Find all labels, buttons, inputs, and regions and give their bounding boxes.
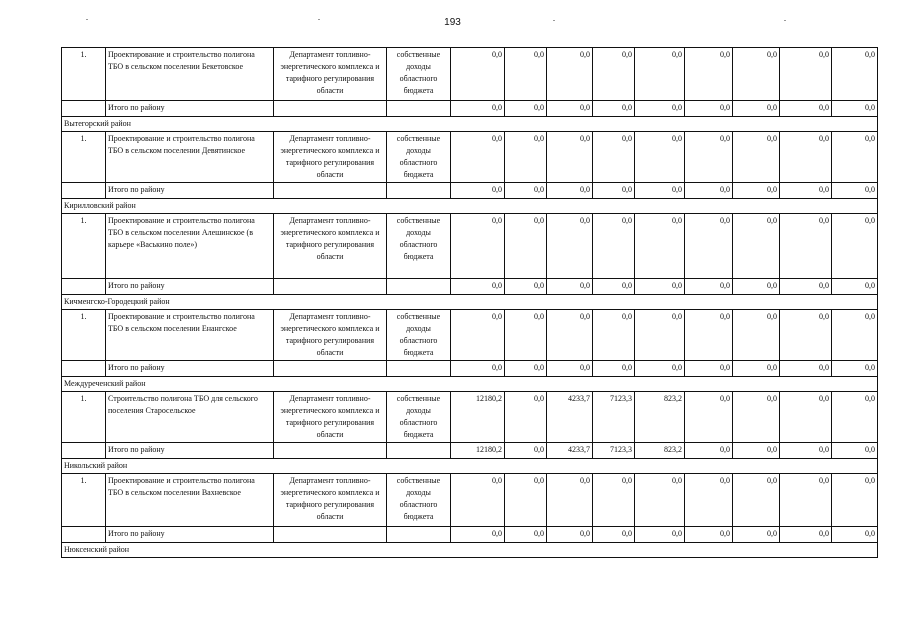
project-name: Проектирование и строительство полигона ТБО в сельском поселении Бекетовское xyxy=(106,48,274,101)
scan-speck xyxy=(784,20,786,21)
district-header-row xyxy=(62,117,878,132)
amount-cell: 0,0 xyxy=(635,214,685,279)
district-header-row xyxy=(62,295,878,310)
row-index-empty xyxy=(62,101,106,117)
amount-cell: 0,0 xyxy=(832,392,878,443)
empty-cell xyxy=(387,361,451,377)
empty-cell xyxy=(274,101,387,117)
total-amount-cell: 0,0 xyxy=(780,101,832,117)
project-name: Проектирование и строительство полигона ТБО в сельском поселении Девятинское xyxy=(106,132,274,183)
total-amount-cell: 0,0 xyxy=(505,361,547,377)
total-amount-cell: 0,0 xyxy=(733,361,780,377)
amount-cell: 823,2 xyxy=(635,392,685,443)
empty-cell xyxy=(274,527,387,543)
total-amount-cell: 0,0 xyxy=(505,183,547,199)
project-row xyxy=(62,132,878,183)
row-index-empty xyxy=(62,527,106,543)
total-amount-cell: 0,0 xyxy=(832,361,878,377)
total-amount-cell: 0,0 xyxy=(635,183,685,199)
district-total-row xyxy=(62,443,878,459)
amount-cell: 0,0 xyxy=(832,48,878,101)
amount-cell: 12180,2 xyxy=(451,392,505,443)
project-row xyxy=(62,392,878,443)
amount-cell: 0,0 xyxy=(685,132,733,183)
amount-cell: 0,0 xyxy=(593,310,635,361)
total-amount-cell: 0,0 xyxy=(635,361,685,377)
total-amount-cell: 0,0 xyxy=(635,279,685,295)
amount-cell: 0,0 xyxy=(832,474,878,527)
total-amount-cell: 0,0 xyxy=(832,443,878,459)
amount-cell: 0,0 xyxy=(505,48,547,101)
amount-cell: 0,0 xyxy=(685,48,733,101)
amount-cell: 0,0 xyxy=(832,310,878,361)
total-amount-cell: 0,0 xyxy=(593,361,635,377)
total-amount-cell: 0,0 xyxy=(733,279,780,295)
total-label: Итого по району xyxy=(106,361,274,377)
amount-cell: 0,0 xyxy=(547,474,593,527)
total-label: Итого по району xyxy=(106,527,274,543)
total-amount-cell: 0,0 xyxy=(505,527,547,543)
amount-cell: 0,0 xyxy=(733,474,780,527)
total-amount-cell: 0,0 xyxy=(780,527,832,543)
row-index: 1. xyxy=(62,310,106,361)
amount-cell: 0,0 xyxy=(780,48,832,101)
row-index: 1. xyxy=(62,392,106,443)
responsible-department: Департамент топливно-энергетического комплекса и тарифного регулирования области xyxy=(274,132,387,183)
total-label: Итого по району xyxy=(106,183,274,199)
total-amount-cell: 0,0 xyxy=(505,101,547,117)
empty-cell xyxy=(274,183,387,199)
district-total-row xyxy=(62,279,878,295)
amount-cell: 0,0 xyxy=(780,310,832,361)
total-amount-cell: 0,0 xyxy=(685,183,733,199)
total-amount-cell: 0,0 xyxy=(593,527,635,543)
total-amount-cell: 0,0 xyxy=(685,279,733,295)
funding-source: собственные доходы областного бюджета xyxy=(387,310,451,361)
total-label: Итого по району xyxy=(106,443,274,459)
scan-speck xyxy=(553,20,555,21)
amount-cell: 0,0 xyxy=(593,132,635,183)
amount-cell: 0,0 xyxy=(733,310,780,361)
project-row xyxy=(62,214,878,279)
amount-cell: 0,0 xyxy=(780,132,832,183)
total-amount-cell: 0,0 xyxy=(451,101,505,117)
total-amount-cell: 0,0 xyxy=(593,279,635,295)
amount-cell: 0,0 xyxy=(685,474,733,527)
row-index-empty xyxy=(62,279,106,295)
total-amount-cell: 0,0 xyxy=(832,279,878,295)
amount-cell: 0,0 xyxy=(635,48,685,101)
amount-cell: 4233,7 xyxy=(547,392,593,443)
total-amount-cell: 0,0 xyxy=(780,183,832,199)
amount-cell: 0,0 xyxy=(547,48,593,101)
amount-cell: 0,0 xyxy=(593,474,635,527)
total-amount-cell: 0,0 xyxy=(780,361,832,377)
total-amount-cell: 0,0 xyxy=(733,527,780,543)
row-index: 1. xyxy=(62,48,106,101)
project-name: Строительство полигона ТБО для сельского поселения Старосельское xyxy=(106,392,274,443)
total-amount-cell: 0,0 xyxy=(451,279,505,295)
empty-cell xyxy=(387,279,451,295)
amount-cell: 7123,3 xyxy=(593,392,635,443)
district-header-row xyxy=(62,377,878,392)
total-amount-cell: 0,0 xyxy=(547,101,593,117)
row-index-empty xyxy=(62,183,106,199)
amount-cell: 0,0 xyxy=(685,392,733,443)
responsible-department: Департамент топливно-энергетического комплекса и тарифного регулирования области xyxy=(274,392,387,443)
row-index-empty xyxy=(62,361,106,377)
amount-cell: 0,0 xyxy=(733,132,780,183)
district-total-row xyxy=(62,101,878,117)
total-amount-cell: 0,0 xyxy=(832,183,878,199)
total-amount-cell: 7123,3 xyxy=(593,443,635,459)
total-amount-cell: 0,0 xyxy=(832,527,878,543)
responsible-department: Департамент топливно-энергетического комплекса и тарифного регулирования области xyxy=(274,48,387,101)
district-header-row xyxy=(62,459,878,474)
amount-cell: 0,0 xyxy=(832,214,878,279)
total-amount-cell: 0,0 xyxy=(733,101,780,117)
total-amount-cell: 0,0 xyxy=(780,279,832,295)
amount-cell: 0,0 xyxy=(505,132,547,183)
total-amount-cell: 0,0 xyxy=(685,527,733,543)
total-amount-cell: 4233,7 xyxy=(547,443,593,459)
page-number: 193 xyxy=(444,17,461,28)
amount-cell: 0,0 xyxy=(635,132,685,183)
total-amount-cell: 0,0 xyxy=(505,279,547,295)
amount-cell: 0,0 xyxy=(733,48,780,101)
total-amount-cell: 0,0 xyxy=(832,101,878,117)
total-amount-cell: 0,0 xyxy=(451,183,505,199)
empty-cell xyxy=(387,183,451,199)
amount-cell: 0,0 xyxy=(685,310,733,361)
amount-cell: 0,0 xyxy=(780,214,832,279)
total-amount-cell: 0,0 xyxy=(547,361,593,377)
amount-cell: 0,0 xyxy=(451,132,505,183)
amount-cell: 0,0 xyxy=(593,48,635,101)
row-index: 1. xyxy=(62,474,106,527)
project-name: Проектирование и строительство полигона ТБО в сельском поселении Алешинское (в карьере «Васькино поле») xyxy=(106,214,274,279)
district-name: Вытегорский район xyxy=(62,117,878,132)
amount-cell: 0,0 xyxy=(635,474,685,527)
empty-cell xyxy=(274,361,387,377)
total-amount-cell: 0,0 xyxy=(451,527,505,543)
project-name: Проектирование и строительство полигона ТБО в сельском поселении Вахневское xyxy=(106,474,274,527)
empty-cell xyxy=(387,527,451,543)
funding-source: собственные доходы областного бюджета xyxy=(387,214,451,279)
amount-cell: 0,0 xyxy=(780,474,832,527)
amount-cell: 0,0 xyxy=(505,392,547,443)
district-header-row xyxy=(62,543,878,558)
amount-cell: 0,0 xyxy=(505,214,547,279)
district-name: Кичменгско-Городецкий район xyxy=(62,295,878,310)
project-row xyxy=(62,48,878,101)
amount-cell: 0,0 xyxy=(505,310,547,361)
total-amount-cell: 0,0 xyxy=(451,361,505,377)
amount-cell: 0,0 xyxy=(733,392,780,443)
amount-cell: 0,0 xyxy=(451,214,505,279)
total-label: Итого по району xyxy=(106,101,274,117)
project-name: Проектирование и строительство полигона ТБО в сельском поселении Енангское xyxy=(106,310,274,361)
row-index: 1. xyxy=(62,132,106,183)
amount-cell: 0,0 xyxy=(547,132,593,183)
total-amount-cell: 0,0 xyxy=(733,443,780,459)
scan-speck xyxy=(86,19,88,20)
amount-cell: 0,0 xyxy=(547,214,593,279)
total-amount-cell: 0,0 xyxy=(593,101,635,117)
empty-cell xyxy=(274,279,387,295)
project-row xyxy=(62,474,878,527)
total-amount-cell: 0,0 xyxy=(733,183,780,199)
total-amount-cell: 0,0 xyxy=(685,101,733,117)
empty-cell xyxy=(387,101,451,117)
district-total-row xyxy=(62,183,878,199)
total-amount-cell: 0,0 xyxy=(635,101,685,117)
empty-cell xyxy=(387,443,451,459)
amount-cell: 0,0 xyxy=(832,132,878,183)
district-total-row xyxy=(62,527,878,543)
total-label: Итого по району xyxy=(106,279,274,295)
responsible-department: Департамент топливно-энергетического комплекса и тарифного регулирования области xyxy=(274,214,387,279)
amount-cell: 0,0 xyxy=(593,214,635,279)
total-amount-cell: 0,0 xyxy=(685,443,733,459)
amount-cell: 0,0 xyxy=(547,310,593,361)
funding-source: собственные доходы областного бюджета xyxy=(387,48,451,101)
total-amount-cell: 0,0 xyxy=(635,527,685,543)
district-total-row xyxy=(62,361,878,377)
funding-source: собственные доходы областного бюджета xyxy=(387,392,451,443)
responsible-department: Департамент топливно-энергетического комплекса и тарифного регулирования области xyxy=(274,474,387,527)
project-row xyxy=(62,310,878,361)
amount-cell: 0,0 xyxy=(635,310,685,361)
district-name: Междуреченский район xyxy=(62,377,878,392)
total-amount-cell: 823,2 xyxy=(635,443,685,459)
row-index: 1. xyxy=(62,214,106,279)
total-amount-cell: 0,0 xyxy=(505,443,547,459)
amount-cell: 0,0 xyxy=(685,214,733,279)
amount-cell: 0,0 xyxy=(780,392,832,443)
scan-speck xyxy=(318,19,320,20)
funding-source: собственные доходы областного бюджета xyxy=(387,132,451,183)
amount-cell: 0,0 xyxy=(451,474,505,527)
district-name: Кирилловский район xyxy=(62,199,878,214)
total-amount-cell: 0,0 xyxy=(685,361,733,377)
responsible-department: Департамент топливно-энергетического комплекса и тарифного регулирования области xyxy=(274,310,387,361)
empty-cell xyxy=(274,443,387,459)
amount-cell: 0,0 xyxy=(451,310,505,361)
total-amount-cell: 0,0 xyxy=(593,183,635,199)
program-table xyxy=(61,47,878,558)
amount-cell: 0,0 xyxy=(505,474,547,527)
district-header-row xyxy=(62,199,878,214)
total-amount-cell: 0,0 xyxy=(547,183,593,199)
total-amount-cell: 12180,2 xyxy=(451,443,505,459)
amount-cell: 0,0 xyxy=(451,48,505,101)
total-amount-cell: 0,0 xyxy=(547,527,593,543)
district-name: Никольский район xyxy=(62,459,878,474)
amount-cell: 0,0 xyxy=(733,214,780,279)
total-amount-cell: 0,0 xyxy=(547,279,593,295)
funding-source: собственные доходы областного бюджета xyxy=(387,474,451,527)
row-index-empty xyxy=(62,443,106,459)
total-amount-cell: 0,0 xyxy=(780,443,832,459)
district-name: Нюксенский район xyxy=(62,543,878,558)
